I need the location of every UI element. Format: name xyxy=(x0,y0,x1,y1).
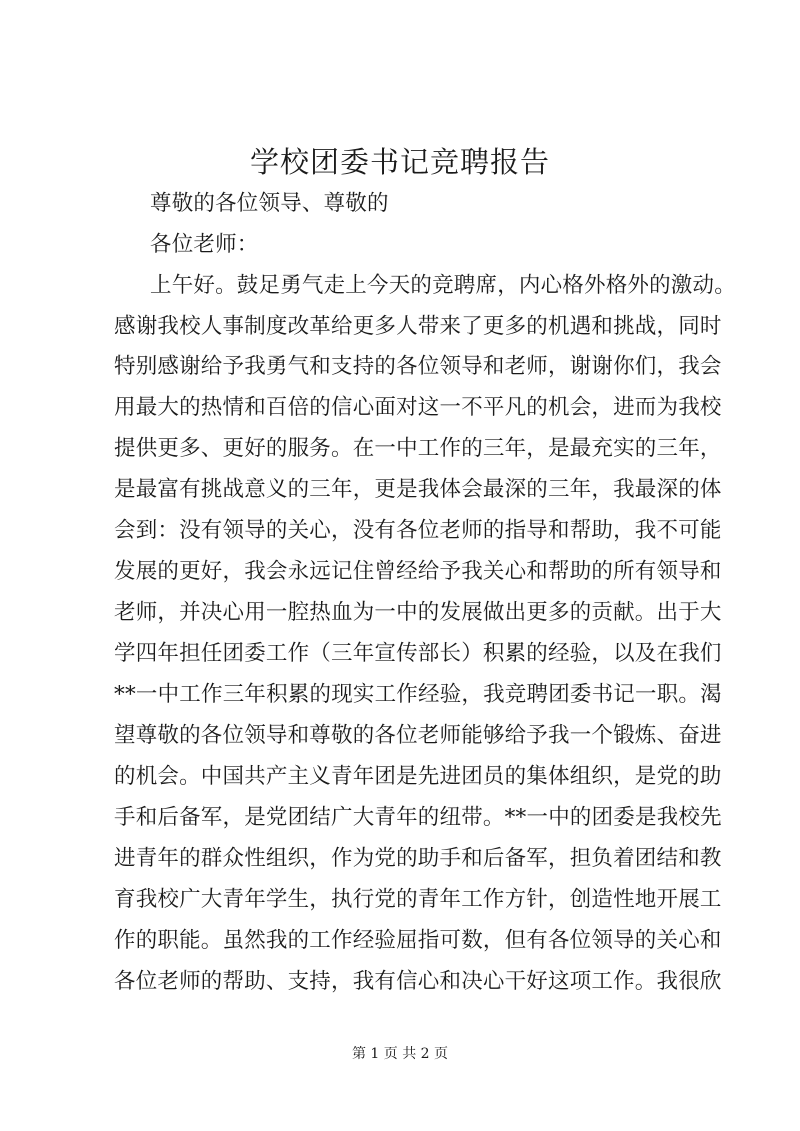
body-line: 老师，并决心用一腔热血为一中的发展做出更多的贡献。出于大 xyxy=(114,600,722,625)
body-line: 各位老师： xyxy=(150,232,259,257)
body-line: 尊敬的各位领导、尊敬的 xyxy=(150,191,389,216)
body-line: 发展的更好，我会永远记住曾经给予我关心和帮助的所有领导和 xyxy=(114,559,722,584)
body-line: 望尊敬的各位领导和尊敬的各位老师能够给予我一个锻炼、奋进 xyxy=(114,723,722,748)
page-footer: 第 1 页 共 2 页 xyxy=(351,1046,449,1062)
body-line: 提供更多、更好的服务。在一中工作的三年，是最充实的三年， xyxy=(114,436,722,461)
body-line: 进青年的群众性组织，作为党的助手和后备军，担负着团结和教 xyxy=(114,846,722,871)
body-line: 各位老师的帮助、支持，我有信心和决心干好这项工作。我很欣 xyxy=(114,969,722,994)
body-line: 是最富有挑战意义的三年，更是我体会最深的三年，我最深的体 xyxy=(114,477,722,502)
body-line: 育我校广大青年学生，执行党的青年工作方针，创造性地开展工 xyxy=(114,887,722,912)
body-line: 会到：没有领导的关心，没有各位老师的指导和帮助，我不可能 xyxy=(114,518,722,543)
body-line: 特别感谢给予我勇气和支持的各位领导和老师，谢谢你们，我会 xyxy=(114,354,722,379)
body-line: **一中工作三年积累的现实工作经验，我竞聘团委书记一职。渴 xyxy=(114,682,722,707)
body-line: 作的职能。虽然我的工作经验屈指可数，但有各位领导的关心和 xyxy=(114,928,722,953)
body-line: 学四年担任团委工作（三年宣传部长）积累的经验，以及在我们 xyxy=(114,641,722,666)
body-line: 上午好。鼓足勇气走上今天的竞聘席，内心格外格外的激动。 xyxy=(150,273,736,298)
body-line: 用最大的热情和百倍的信心面对这一不平凡的机会，进而为我校 xyxy=(114,395,722,420)
document-title: 学校团委书记竞聘报告 xyxy=(249,145,550,179)
body-line: 感谢我校人事制度改革给更多人带来了更多的机遇和挑战，同时 xyxy=(114,314,722,339)
body-line: 手和后备军，是党团结广大青年的纽带。**一中的团委是我校先 xyxy=(114,805,722,830)
body-line: 的机会。中国共产主义青年团是先进团员的集体组织，是党的助 xyxy=(114,764,722,789)
